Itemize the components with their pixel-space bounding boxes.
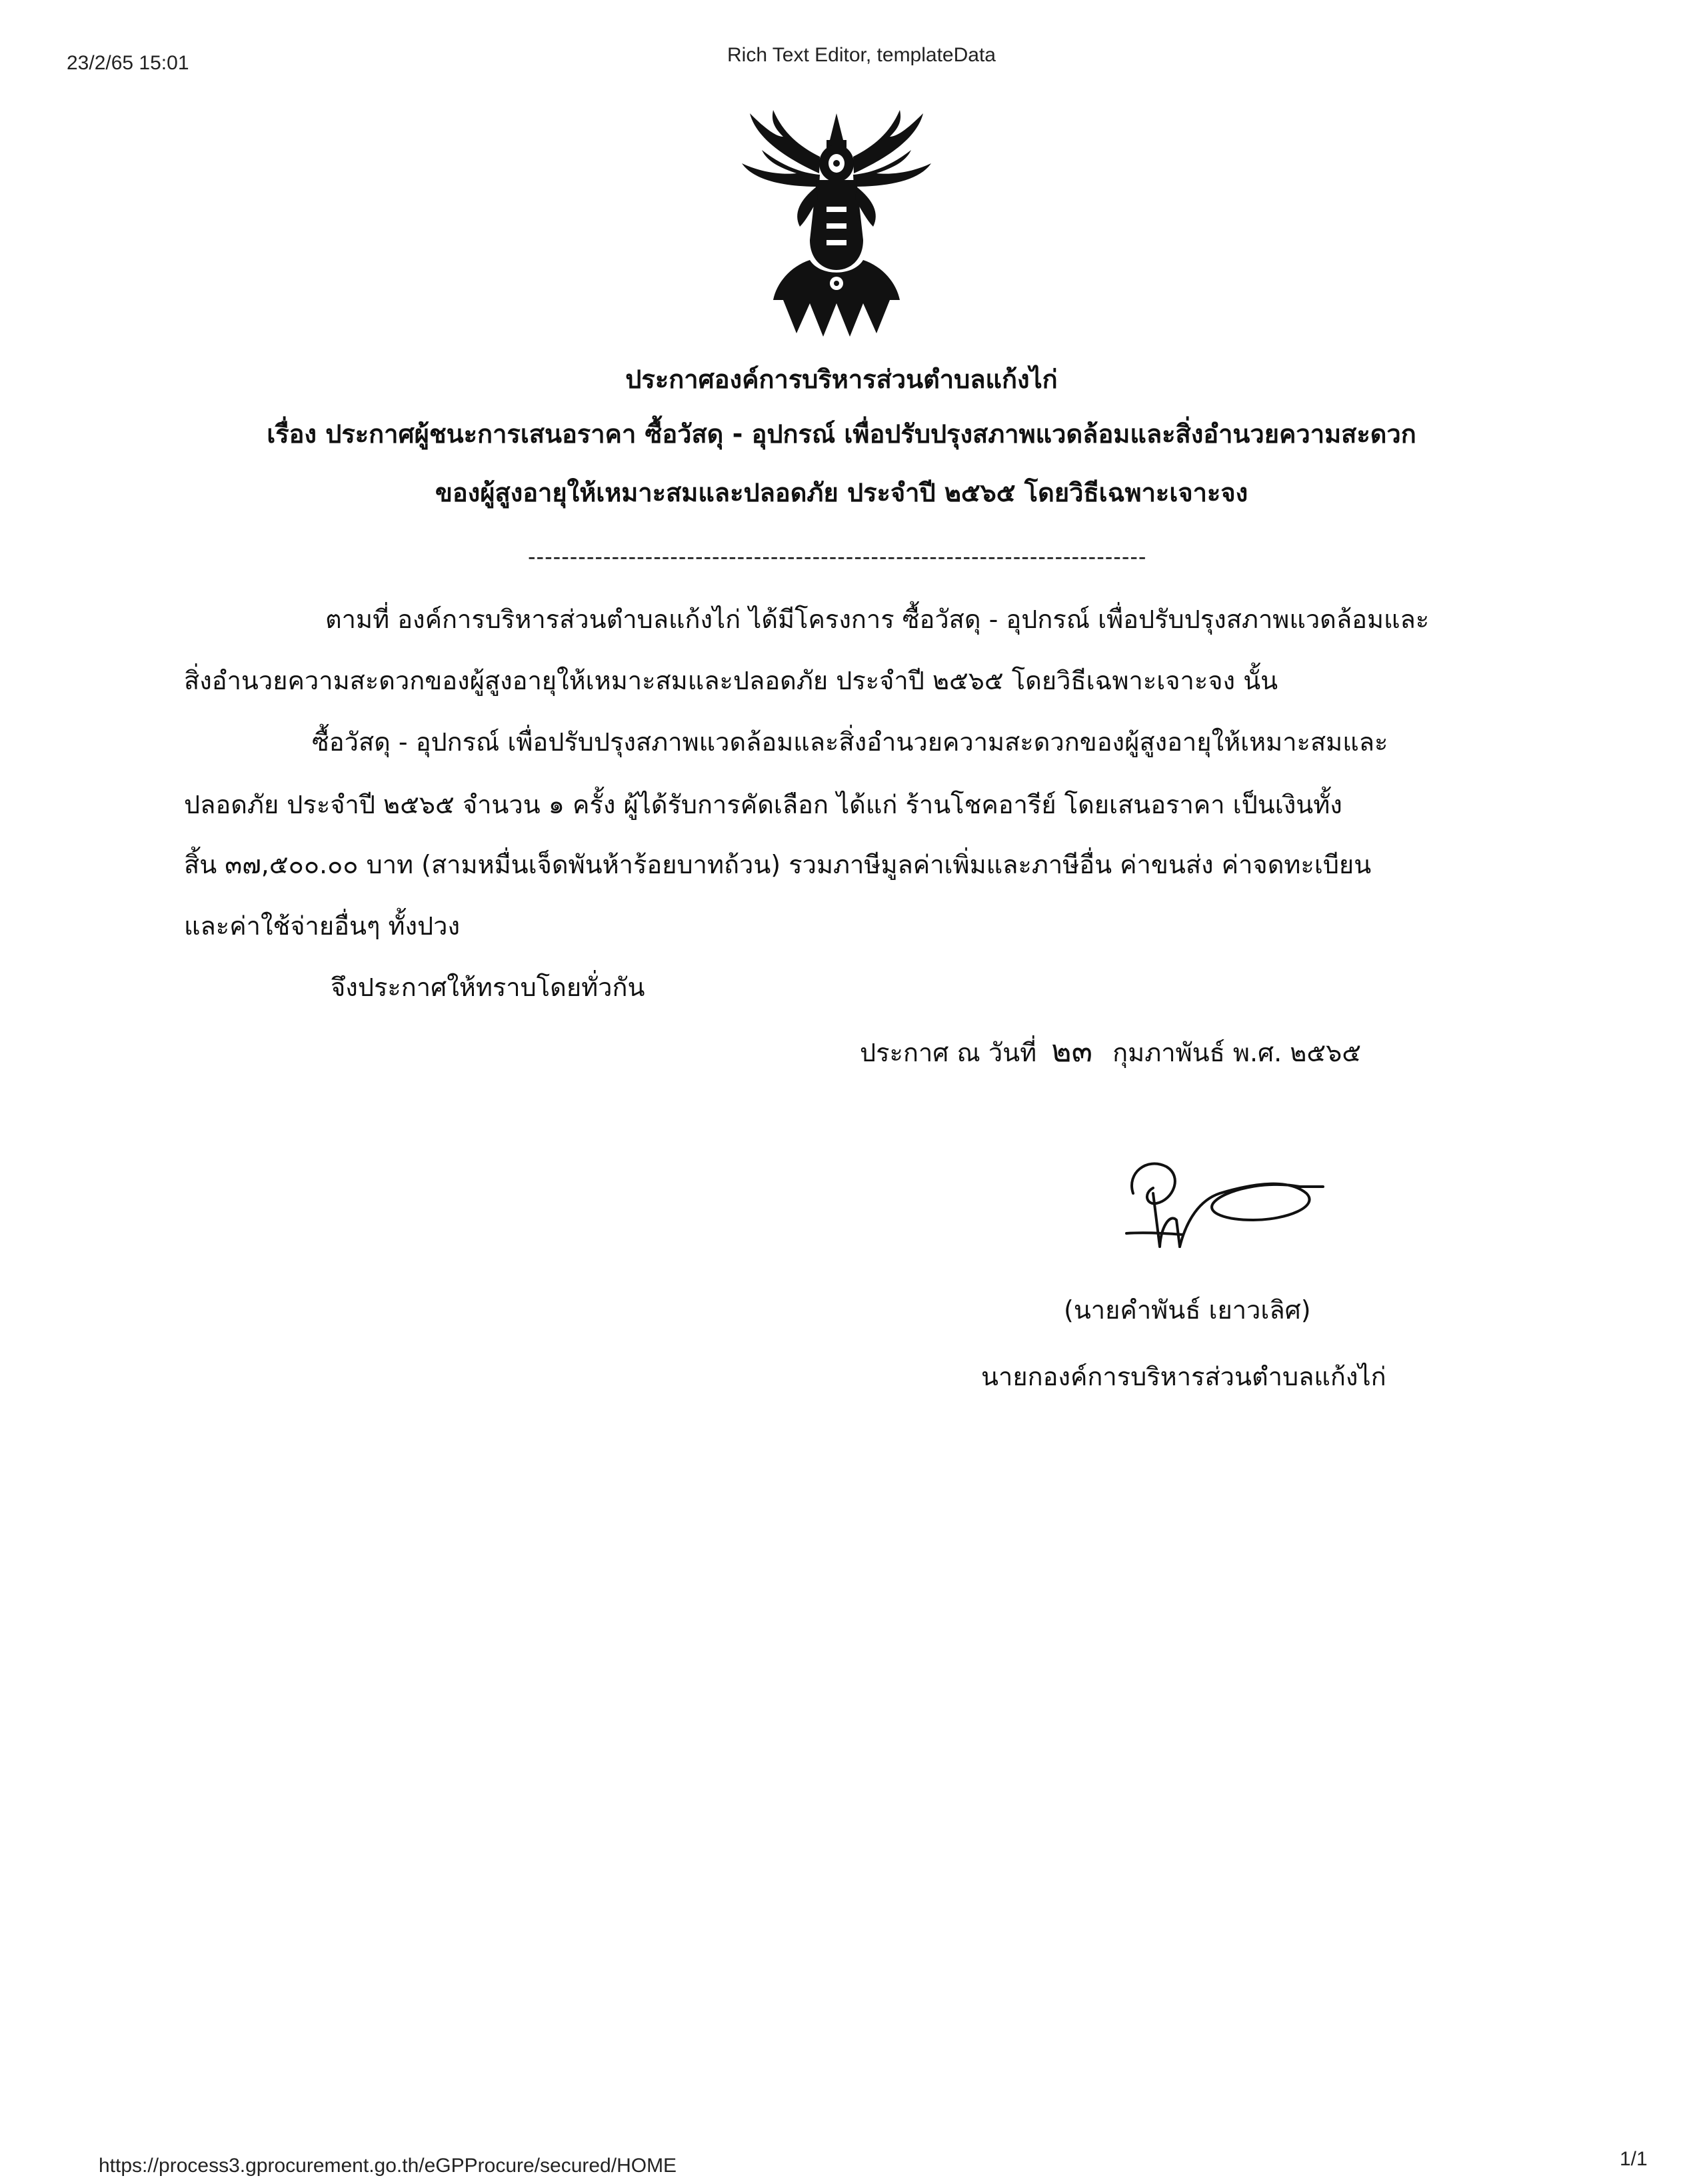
separator-line: --------------------------------------------------------------------------	[528, 544, 1147, 569]
paragraph-2-line-3: สิ้น ๓๗,๕๐๐.๐๐ บาท (สามหมื่นเจ็ดพันห้าร้อยบาทถ้วน) รวมภาษีมูลค่าเพิ่มและภาษีอื่น ค่าขนส่ง ค่าจดทะเบียน	[184, 850, 1372, 879]
organization-heading: ประกาศองค์การบริหารส่วนตำบลแก้งไก่	[625, 365, 1058, 394]
print-footer-url: https://process3.gprocurement.go.th/eGPProcure/secured/HOME	[99, 2155, 677, 2177]
announcement-month-year: กุมภาพันธ์ พ.ศ. ๒๕๖๕	[1112, 1038, 1361, 1067]
handwritten-signature-icon	[1120, 1147, 1333, 1260]
signer-name: (นายคำพันธ์ เยาวเลิศ)	[1064, 1295, 1311, 1325]
print-title: Rich Text Editor, templateData	[727, 44, 996, 66]
announcement-date-prefix: ประกาศ ณ วันที่	[860, 1038, 1037, 1067]
print-datetime: 23/2/65 15:01	[67, 52, 189, 74]
signer-title: นายกองค์การบริหารส่วนตำบลแก้งไก่	[981, 1362, 1386, 1391]
paragraph-1-line-1: ตามที่ องค์การบริหารส่วนตำบลแก้งไก่ ได้มีโครงการ ซื้อวัสดุ - อุปกรณ์ เพื่อปรับปรุงสภาพแวดล้อมและ	[325, 605, 1430, 634]
paragraph-2-line-2: ปลอดภัย ประจำปี ๒๕๖๕ จำนวน ๑ ครั้ง ผู้ได้รับการคัดเลือก ได้แก่ ร้านโชคอารีย์ โดยเสนอราคา เป็นเงินทั้ง	[184, 790, 1342, 819]
garuda-emblem-icon	[737, 100, 936, 340]
announcement-date	[860, 1027, 1361, 1075]
subject-line-1: เรื่อง ประกาศผู้ชนะการเสนอราคา ซื้อวัสดุ - อุปกรณ์ เพื่อปรับปรุงสภาพแวดล้อมและสิ่งอำนวยความสะดวก	[267, 419, 1416, 449]
subject-line-2: ของผู้สูงอายุให้เหมาะสมและปลอดภัย ประจำปี ๒๕๖๕ โดยวิธีเฉพาะเจาะจง	[435, 478, 1248, 507]
paragraph-2-line-4: และค่าใช้จ่ายอื่นๆ ทั้งปวง	[184, 911, 461, 941]
paragraph-2-line-1: ซื้อวัสดุ - อุปกรณ์ เพื่อปรับปรุงสภาพแวดล้อมและสิ่งอำนวยความสะดวกของผู้สูงอายุให้เหมาะสมและ	[312, 727, 1388, 757]
closing-statement: จึงประกาศให้ทราบโดยทั่วกัน	[331, 973, 645, 1002]
print-page-counter: 1/1	[1620, 2148, 1648, 2170]
announcement-day: ๒๓	[1051, 1033, 1093, 1069]
paragraph-1-line-2: สิ่งอำนวยความสะดวกของผู้สูงอายุให้เหมาะสมและปลอดภัย ประจำปี ๒๕๖๕ โดยวิธีเฉพาะเจาะจง นั้น	[184, 666, 1278, 695]
